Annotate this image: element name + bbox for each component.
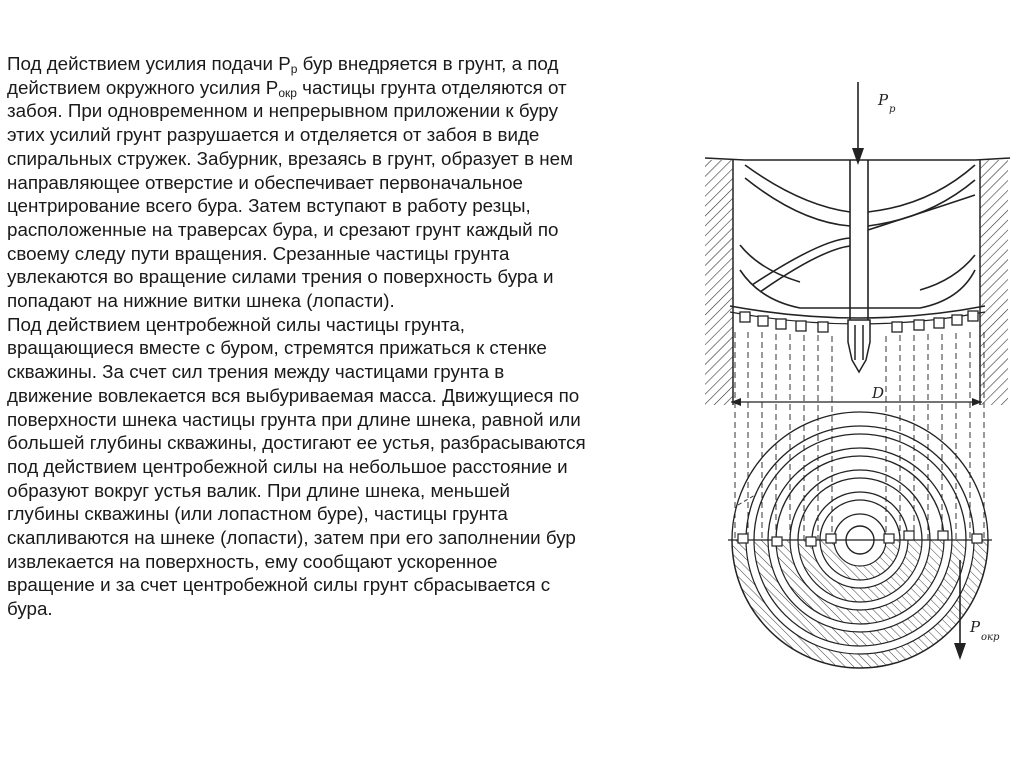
text-line bbox=[7, 76, 699, 100]
text-line-part: увлекаются во вращение силами трения о поверхность бура и bbox=[7, 266, 554, 288]
text-line bbox=[7, 573, 699, 597]
text-line-part: вращение и за счет центробежной силы грунт сбрасывается с bbox=[7, 574, 551, 596]
text-line bbox=[7, 526, 699, 550]
text-line-part: большей глубины скважины, достигают ее устья, разбрасываются bbox=[7, 432, 586, 454]
text-line bbox=[7, 313, 699, 337]
text-line-part: образуют вокруг устья валик. При длине шнека, меньшей bbox=[7, 479, 510, 501]
text-line bbox=[7, 455, 699, 479]
auger-flights bbox=[740, 165, 975, 308]
text-line-part: бур внедряется в грунт, а под bbox=[297, 53, 559, 74]
text-line-part: направляющее отверстие и обеспечивает первоначальное bbox=[7, 171, 523, 193]
text-line-part: забоя. При одновременном и непрерывном приложении к буру bbox=[7, 100, 559, 122]
drill-figure bbox=[695, 75, 1020, 680]
text-line-part: вращающиеся вместе с буром, стремятся прижаться к стенке bbox=[7, 337, 547, 359]
text-line bbox=[7, 289, 699, 313]
text-line bbox=[7, 147, 699, 171]
text-line bbox=[7, 384, 699, 408]
feed-force-arrow bbox=[852, 82, 896, 165]
text-line-part: Под действием центробежной силы частицы грунта, bbox=[7, 313, 466, 335]
text-line-part: этих усилий грунт разрушается и отделяется от забоя в виде bbox=[7, 124, 540, 146]
text-line-part: центрирование всего бура. Затем вступают в работу резцы, bbox=[7, 195, 531, 217]
text-line bbox=[7, 550, 699, 574]
text-line bbox=[7, 171, 699, 195]
cutting-traces-plan-view bbox=[728, 412, 992, 668]
text-line-part: скважины. За счет сил трения между частицами грунта в bbox=[7, 361, 505, 383]
text-line-part: под действием центробежной силы на небольшое расстояние и bbox=[7, 455, 568, 477]
text-line-part: спиральных стружек. Забурник, врезаясь в грунт, образует в нем bbox=[7, 147, 574, 169]
text-line bbox=[7, 242, 699, 266]
text-line-part: извлекается на поверхность, ему сообщают ускоренное bbox=[7, 550, 498, 572]
text-line bbox=[7, 52, 699, 76]
slide-text bbox=[7, 52, 699, 621]
diameter-label: D bbox=[872, 384, 885, 402]
text-line-part: частицы грунта отделяются от bbox=[296, 76, 567, 98]
text-line-part: своему следу пути вращения. Срезанные частицы грунта bbox=[7, 242, 510, 264]
text-line-subscript: окр bbox=[278, 85, 297, 100]
feed-force-label: P bbox=[878, 91, 889, 109]
text-line bbox=[7, 336, 699, 360]
text-line-part: движение вовлекается вся выбуриваемая масса. Движущиеся по bbox=[7, 384, 580, 406]
text-line-part: попадают на нижние витки шнека (лопасти). bbox=[7, 290, 395, 312]
text-line bbox=[7, 123, 699, 147]
diameter-dimension bbox=[731, 384, 982, 406]
text-line-part: Под действием усилия подачи Р bbox=[7, 53, 291, 74]
text-line bbox=[7, 265, 699, 289]
text-line-part: глубины скважины (или лопастном буре), частицы грунта bbox=[7, 503, 508, 525]
text-line bbox=[7, 502, 699, 526]
borehole-wall-right bbox=[980, 160, 1008, 405]
borehole-wall-left bbox=[705, 160, 733, 405]
feed-force-subscript: p bbox=[889, 104, 896, 115]
text-line-part: скапливаются на шнеке (лопасти), затем при его заполнении бур bbox=[7, 527, 576, 549]
text-line bbox=[7, 218, 699, 242]
circumferential-force-label: P bbox=[970, 618, 981, 636]
pilot-bit bbox=[848, 320, 870, 372]
text-line bbox=[7, 99, 699, 123]
text-line bbox=[7, 360, 699, 384]
auger-shaft bbox=[850, 160, 868, 320]
text-line bbox=[7, 194, 699, 218]
text-line bbox=[7, 597, 699, 621]
text-line-part: расположенные на траверсах бура, и срезают грунт каждый по bbox=[7, 218, 559, 240]
text-line-subscript: р bbox=[290, 62, 298, 76]
text-line-part: поверхности шнека частицы грунта при длине шнека, равной или bbox=[7, 408, 581, 430]
text-line-part: действием окружного усилия Р bbox=[7, 76, 279, 98]
text-line bbox=[7, 479, 699, 503]
text-line bbox=[7, 431, 699, 455]
circumferential-force-subscript: окр bbox=[981, 632, 1000, 643]
text-line-part: бура. bbox=[7, 598, 53, 620]
text-line bbox=[7, 408, 699, 432]
